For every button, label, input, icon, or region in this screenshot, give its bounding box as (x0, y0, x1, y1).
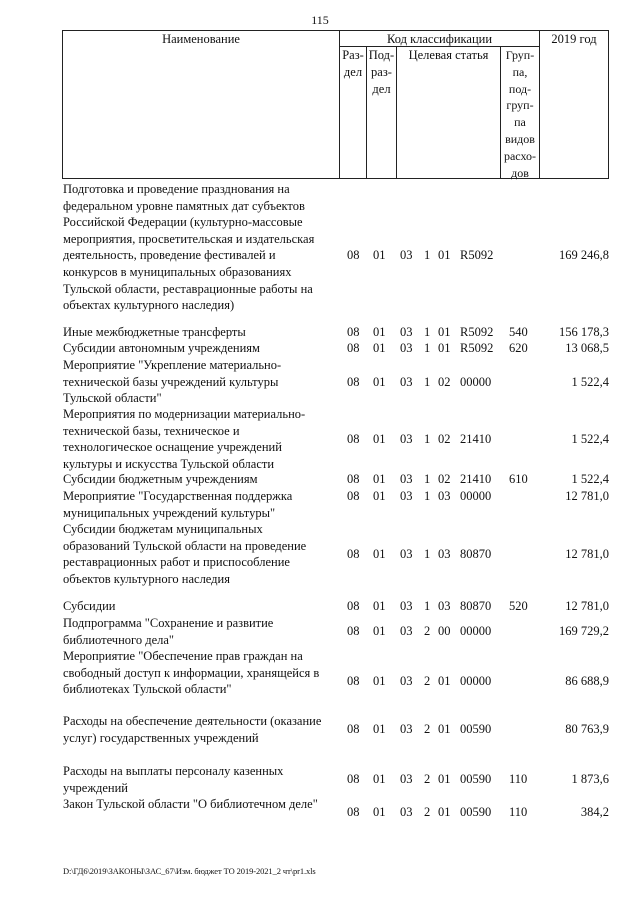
code-podrazdel: 01 (373, 624, 386, 638)
code-cs1: 03 (400, 472, 413, 486)
row-name-line: конкурсов в муниципальных образованиях (63, 264, 292, 279)
code-cs3: 02 (438, 472, 451, 486)
amount-2019: 13 068,5 (565, 341, 609, 355)
row-name-line: муниципальных учреждений культуры" (63, 505, 276, 520)
code-cs2: 2 (424, 772, 431, 786)
amount-2019: 12 781,0 (565, 547, 609, 561)
code-razdel: 08 (347, 489, 360, 503)
row-name-line: свободный доступ к информации, хранящейся в (63, 665, 320, 680)
code-cs1: 03 (400, 341, 413, 355)
code-cs3: 01 (438, 341, 451, 355)
code-cs2: 1 (424, 248, 431, 262)
amount-2019: 156 178,3 (559, 325, 609, 339)
code-cs2: 1 (424, 325, 431, 339)
row-name-line: Субсидии бюджетным учреждениям (63, 472, 258, 486)
amount-2019: 12 781,0 (565, 489, 609, 503)
code-cs2: 1 (424, 599, 431, 613)
code-podrazdel: 01 (373, 325, 386, 339)
row-name-line: культуры и искусства Тульской области (63, 456, 275, 471)
row-name-line: Субсидии автономным учреждениям (63, 341, 260, 355)
code-cs3: 01 (438, 248, 451, 262)
row-name-line: библиотечного дела" (63, 632, 175, 647)
header-section: Раз- дел (342, 48, 364, 79)
code-cs2: 1 (424, 375, 431, 389)
code-cs1: 03 (400, 805, 413, 819)
row-name-line: Расходы на выплаты персоналу казенных (63, 764, 284, 778)
row-name-line: Расходы на обеспечение деятельности (оказание (63, 714, 322, 728)
row-name-line: объектах культурного наследия) (63, 298, 235, 313)
code-podrazdel: 01 (373, 772, 386, 786)
code-razdel: 08 (347, 432, 360, 446)
row-name-line: технологическое оснащение учреждений (63, 440, 282, 455)
code-cs3: 03 (438, 547, 451, 561)
code-podrazdel: 01 (373, 722, 386, 736)
amount-2019: 12 781,0 (565, 599, 609, 613)
code-cs1: 03 (400, 375, 413, 389)
code-cs3: 02 (438, 432, 451, 446)
code-razdel: 08 (347, 547, 360, 561)
code-vr: 610 (509, 472, 528, 486)
header-left-border (62, 30, 63, 179)
code-cs1: 03 (400, 248, 413, 262)
row-name-line: образований Тульской области на проведение (63, 538, 307, 553)
row-name (63, 340, 335, 357)
amount-2019: 80 763,9 (565, 722, 609, 736)
amount-2019: 1 522,4 (571, 375, 609, 389)
code-cs2: 2 (424, 805, 431, 819)
row-name-line: технической базы учреждений культуры (63, 374, 279, 389)
row-name-line: услуг) государственных учреждений (63, 730, 259, 745)
code-cs2: 1 (424, 432, 431, 446)
row-name-line: деятельность, проведение фестивалей и (63, 248, 276, 263)
amount-2019: 86 688,9 (565, 674, 609, 688)
code-razdel: 08 (347, 375, 360, 389)
amount-2019: 169 246,8 (559, 248, 609, 262)
code-podrazdel: 01 (373, 599, 386, 613)
code-cs2: 1 (424, 472, 431, 486)
header-year: 2019 год (551, 32, 597, 46)
code-cs3: 01 (438, 772, 451, 786)
amount-2019: 384,2 (580, 805, 609, 819)
code-cs1: 03 (400, 722, 413, 736)
row-name-line: учреждений (63, 780, 128, 795)
code-cs4: R5092 (460, 341, 494, 355)
code-cs3: 02 (438, 375, 451, 389)
row-name (63, 521, 335, 587)
row-name-line: Тульской области, реставрационные работы на (63, 281, 313, 296)
row-name-line: Субсидии бюджетам муниципальных (63, 522, 263, 536)
row-name (63, 615, 335, 648)
amount-2019: 1 522,4 (571, 432, 609, 446)
code-cs1: 03 (400, 489, 413, 503)
code-vr: 110 (509, 772, 528, 786)
row-name-line: Закон Тульской области "О библиотечном деле" (63, 797, 318, 811)
header-classification: Код классификации (386, 32, 493, 46)
header-target: Целевая статья (408, 48, 489, 62)
row-name-line: федеральном уровне памятных дат субъектов (63, 198, 305, 213)
row-name-line: Иные межбюджетные трансферты (63, 325, 246, 339)
row-name-line: Мероприятия по модернизации материально- (63, 407, 306, 421)
code-cs3: 01 (438, 674, 451, 688)
code-razdel: 08 (347, 472, 360, 486)
row-name (63, 648, 335, 698)
code-cs1: 03 (400, 624, 413, 638)
code-razdel: 08 (347, 674, 360, 688)
code-cs2: 2 (424, 624, 431, 638)
code-cs1: 03 (400, 674, 413, 688)
amount-2019: 1 522,4 (571, 472, 609, 486)
code-razdel: 08 (347, 722, 360, 736)
row-name (63, 488, 335, 521)
row-name-line: реставрационных работ и приспособление (63, 555, 290, 570)
code-cs2: 1 (424, 341, 431, 355)
row-name-line: Подготовка и проведение празднования на (63, 182, 290, 196)
code-cs3: 01 (438, 722, 451, 736)
code-cs1: 03 (400, 547, 413, 561)
code-podrazdel: 01 (373, 432, 386, 446)
amount-2019: 1 873,6 (571, 772, 609, 786)
code-cs1: 03 (400, 599, 413, 613)
row-name-line: Российской Федерации (культурно-массовые (63, 215, 303, 230)
row-name (63, 357, 335, 407)
code-cs3: 01 (438, 805, 451, 819)
row-name-line: Мероприятие "Обеспечение прав граждан на (63, 649, 303, 663)
row-name (63, 181, 335, 314)
code-podrazdel: 01 (373, 547, 386, 561)
code-cs4: 00000 (460, 489, 492, 503)
file-path-footer: D:\ГД6\2019\ЗАКОНЫ\ЗАС_67\Изм. бюджет ТО 2019-2021_2 чт\pr1.xls (63, 866, 316, 876)
row-name (63, 796, 335, 813)
code-razdel: 08 (347, 248, 360, 262)
code-cs4: R5092 (460, 248, 494, 262)
code-razdel: 08 (347, 599, 360, 613)
code-cs2: 2 (424, 674, 431, 688)
row-name (63, 471, 335, 488)
code-vr: 620 (509, 341, 528, 355)
code-vr: 520 (509, 599, 528, 613)
row-name (63, 598, 335, 615)
code-cs3: 01 (438, 325, 451, 339)
code-razdel: 08 (347, 805, 360, 819)
code-razdel: 08 (347, 624, 360, 638)
code-podrazdel: 01 (373, 472, 386, 486)
header-right-border (608, 30, 609, 179)
code-cs2: 2 (424, 722, 431, 736)
code-cs4: 21410 (460, 472, 492, 486)
code-vr: 110 (509, 805, 528, 819)
code-cs3: 03 (438, 489, 451, 503)
code-cs4: 00590 (460, 805, 492, 819)
header-subsection: Под- раз- дел (368, 48, 395, 96)
row-name-line: Мероприятие "Укрепление материально- (63, 358, 282, 372)
row-name-line: Мероприятие "Государственная поддержка (63, 489, 293, 503)
code-cs4: 00590 (460, 722, 492, 736)
code-razdel: 08 (347, 772, 360, 786)
code-cs4: 21410 (460, 432, 492, 446)
code-cs1: 03 (400, 432, 413, 446)
row-name-line: мероприятия, просветительская и издательская (63, 231, 315, 246)
code-podrazdel: 01 (373, 341, 386, 355)
amount-2019: 169 729,2 (559, 624, 609, 638)
header-divider-year (539, 30, 540, 179)
code-cs4: 00000 (460, 674, 492, 688)
code-podrazdel: 01 (373, 375, 386, 389)
code-podrazdel: 01 (373, 248, 386, 262)
code-cs1: 03 (400, 772, 413, 786)
code-cs2: 1 (424, 489, 431, 503)
code-podrazdel: 01 (373, 489, 386, 503)
row-name-line: Тульской области" (63, 391, 162, 406)
code-cs3: 00 (438, 624, 451, 638)
code-cs4: 80870 (460, 599, 492, 613)
row-name (63, 763, 335, 796)
row-name-line: Субсидии (63, 599, 116, 613)
code-podrazdel: 01 (373, 674, 386, 688)
code-cs4: 80870 (460, 547, 492, 561)
header-group: Груп- па, под- груп- па видов расхо- дов (503, 48, 537, 180)
row-name-line: объектов культурного наследия (63, 571, 230, 586)
page-number: 115 (311, 13, 329, 27)
code-razdel: 08 (347, 325, 360, 339)
code-cs1: 03 (400, 325, 413, 339)
row-name (63, 713, 335, 746)
row-name-line: технической базы, техническое и (63, 423, 240, 438)
code-cs4: 00000 (460, 624, 492, 638)
code-vr: 540 (509, 325, 528, 339)
row-name-line: Подпрограмма "Сохранение и развитие (63, 616, 274, 630)
header-divider-podrazdel (396, 46, 397, 179)
code-cs4: R5092 (460, 325, 494, 339)
code-razdel: 08 (347, 341, 360, 355)
row-name (63, 406, 335, 472)
row-name-line: библиотеках Тульской области" (63, 682, 232, 697)
code-cs3: 03 (438, 599, 451, 613)
header-name: Наименование (162, 32, 240, 46)
code-podrazdel: 01 (373, 805, 386, 819)
code-cs4: 00590 (460, 772, 492, 786)
code-cs4: 00000 (460, 375, 492, 389)
code-cs2: 1 (424, 547, 431, 561)
row-name (63, 324, 335, 341)
